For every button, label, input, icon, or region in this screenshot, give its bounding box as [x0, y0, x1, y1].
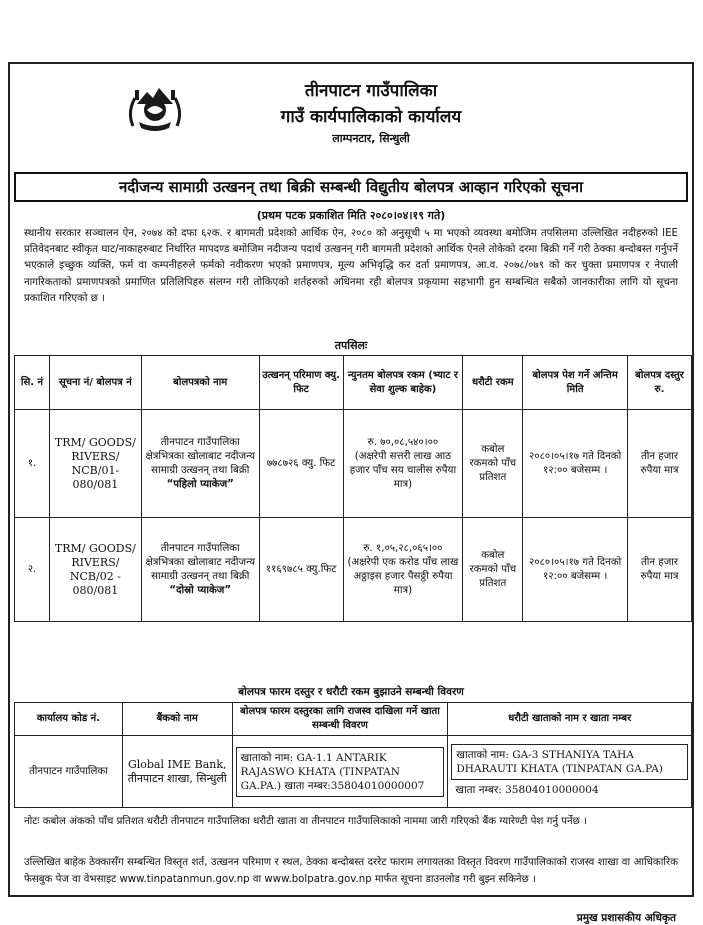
schedule-label: तपसिलः — [334, 339, 368, 352]
col-deposit: धरौटी रकम — [463, 356, 523, 410]
deposit-account-name: खाताको नाम: GA-3 STHANIYA TAHA DHARAUTI KHATA (TINPATAN GA.PA) — [451, 744, 688, 780]
notice-banner: नदीजन्य सामाग्री उत्खनन् तथा बिक्री सम्बन्धी विद्युतीय बोलपत्र आव्हान गरिएको सूचना — [14, 172, 688, 202]
col-deposit-account: धरौटी खाताको नाम र खाता नम्बर — [448, 703, 692, 736]
office-title: गाउँ कार्यपालिकाको कार्यालय — [280, 107, 462, 127]
tender-name-text: तीनपाटन गाउँपालिका क्षेत्रभित्रका खोलाबाट नदीजन्य सामाग्री उत्खनन् तथा बिक्री — [145, 542, 256, 582]
fee-row — [15, 736, 692, 808]
col-min-amount: न्युनतम बोलपत्र रकम (भ्याट र सेवा शुल्क बाहेक) — [343, 356, 463, 410]
table-row — [15, 518, 692, 622]
cell-quantity: ११६९७८५ क्यु.फिट — [259, 518, 343, 622]
col-deadline: बोलपत्र पेश गर्ने अन्तिम मिति — [523, 356, 628, 410]
col-fee: बोलपत्र दस्तुर रु. — [628, 356, 692, 410]
tender-table — [14, 355, 692, 622]
additional-info-text: उल्लिखित बाहेक ठेक्कासँग सम्बन्धित विस्तृत शर्त, उत्खनन परिमाण र स्थल, ठेक्का बन्दोबस्त दररेट फाराम लगायतका विस्तृत विवरण गाउँपालिकाको राजस्व शाखा वा आधिकारिक फेसबुक पेज वा वेभसाइट www.tinpatanmun.gov.np वा www.bolpatra.gov.np मार्फत सूचना डाउनलोड गरी बुझ्न सकिनेछ । — [24, 857, 678, 885]
cell-deadline: २०८०।०५।१७ गते दिनको १२:०० बजेसम्म । — [523, 410, 628, 518]
amount-figure: रु. ७०,०८,५४०।०० — [367, 436, 439, 448]
amount-figure: रु. १,०५,२८,०६५।०० — [363, 542, 443, 554]
cell-min-amount — [343, 518, 463, 622]
col-notice-no: सूचना नं/ बोलपत्र नं — [49, 356, 141, 410]
tender-name-text: तीनपाटन गाउँपालिका क्षेत्रभित्रका खोलाबाट नदीजन्य सामाग्री उत्खनन् तथा बिक्री — [145, 436, 256, 476]
table-row — [15, 410, 692, 518]
cell-bank: Global IME Bank, तीनपाटन शाखा, सिन्धुली — [122, 736, 232, 808]
cell-revenue-account — [232, 736, 448, 808]
municipality-title: तीनपाटन गाउँपालिका — [304, 81, 438, 101]
cell-deposit: कबोल रकमको पाँच प्रतिशत — [463, 518, 523, 622]
header — [10, 64, 692, 152]
cell-tender-name — [141, 518, 259, 622]
col-office-code: कार्यालय कोड नं. — [15, 703, 123, 736]
publish-date: (प्रथम पटक प्रकाशित मिति २०८०।०४।१९ गते) — [256, 209, 446, 222]
col-tender-name: बोलपत्रको नाम — [141, 356, 259, 410]
office-address: लाम्पनटार, सिन्धुली — [332, 132, 410, 145]
col-bank-name: बैंकको नाम — [122, 703, 232, 736]
cell-min-amount — [343, 410, 463, 518]
col-sn: सि. नं — [15, 356, 50, 410]
fee-details-title: बोलपत्र फारम दस्तुर र धरौटी रकम बुझाउने सम्बन्धी विवरण — [238, 686, 464, 698]
cell-fee: तीन हजार रुपैया मात्र — [628, 410, 692, 518]
cell-fee: तीन हजार रुपैया मात्र — [628, 518, 692, 622]
amount-words: (अक्षरेपी एक करोड पाँच लाख अठ्ठाइस हजार पैसठ्ठी रुपैया मात्र) — [347, 556, 459, 596]
cell-notice-no: TRM/ GOODS/ RIVERS/ NCB/02 - 080/081 — [49, 518, 141, 622]
col-revenue-account: बोलपत्र फारम दस्तुरका लागि राजस्व दाखिला गर्ने खाता सम्बन्धी विवरण — [232, 703, 448, 736]
signatory: प्रमुख प्रशासकीय अधिकृत — [576, 912, 676, 924]
col-quantity: उत्खनन् परिमाण क्यु. फिट — [259, 356, 343, 410]
cell-deposit-account — [448, 736, 692, 808]
intro-paragraph: स्थानीय सरकार सञ्चालन ऐन, २०७४ को दफा ६२क. र बागमती प्रदेशको आर्थिक ऐन, २०८० को अनुसूची ५ मा भएको व्यवस्था बमोजिम तपसिलमा उल्लिखित नदीहरुको IEE प्रतिवेदनबाट स्वीकृत घाट/नाकाहरुबाट निर्धारित मापदण्ड बमोजिम नदीजन्य पदार्थ उत्खनन् गरी बागमती प्रदेशको आर्थिक ऐनले तोकेको दरमा बिक्री गर्ने गरी ठेक्का बन्दोबस्त गर्नुपर्ने भएकाले इच्छुक व्यक्ति, फर्म वा कम्पनीहरुले फर्मको नवीकरण भएको प्रमाणपत्र, मूल्य अभिवृद्धि कर दर्ता प्रमाणपत्र, आ.व. २०७८/०७९ को कर चुक्ता प्रमाणपत्र र नेपाली नागरिकताको प्रमाणपत्रको प्रमाणित प्रतिलिपिहरु संलग्न गरी तोकिएको शर्तहरुको अधिनमा रही बोलपत्र प्रकृयामा सहभागी हुन सम्बन्धित सबैको जानकारीका लागि यो सूचना प्रकाशित गरिएको छ । — [24, 228, 678, 304]
cell-deposit: कबोल रकमको पाँच प्रतिशत — [463, 410, 523, 518]
revenue-account-text: खाताको नाम: GA-1.1 ANTARIK RAJASWO KHATA (TINPATAN GA.PA.) खाता नम्बर:35804010000007 — [236, 747, 445, 797]
cell-office: तीनपाटन गाउँपालिका — [15, 736, 123, 808]
note-text: नोटः कबोल अंकको पाँच प्रतिशत धरौटी तीनपाटन गाउँपालिका धरौटी खाता वा तीनपाटन गाउँपालिकाको नाममा जारी गरिएको बैंक ग्यारेण्टी पेश गर्नु पर्नेछ । — [24, 816, 587, 827]
cell-tender-name — [141, 410, 259, 518]
notice-document — [8, 62, 694, 924]
deposit-account-number: खाता नम्बर: 35804010000004 — [455, 783, 599, 796]
amount-words: (अक्षरेपी सत्तरी लाख आठ हजार पाँच सय चालीस रुपैया मात्र) — [349, 450, 457, 490]
cell-quantity: ७७८७२६ क्यु. फिट — [259, 410, 343, 518]
fee-header-row — [15, 703, 692, 736]
cell-sn: २. — [15, 518, 50, 622]
fee-table — [14, 702, 692, 808]
cell-sn: १. — [15, 410, 50, 518]
table-header-row — [15, 356, 692, 410]
package-label: “पहिलो प्याकेज” — [166, 478, 234, 490]
cell-notice-no: TRM/ GOODS/ RIVERS/ NCB/01- 080/081 — [49, 410, 141, 518]
package-label: “दोस्रो प्याकेज” — [169, 584, 232, 596]
cell-deadline: २०८०।०५।१७ गते दिनको १२:०० बजेसम्म । — [523, 518, 628, 622]
